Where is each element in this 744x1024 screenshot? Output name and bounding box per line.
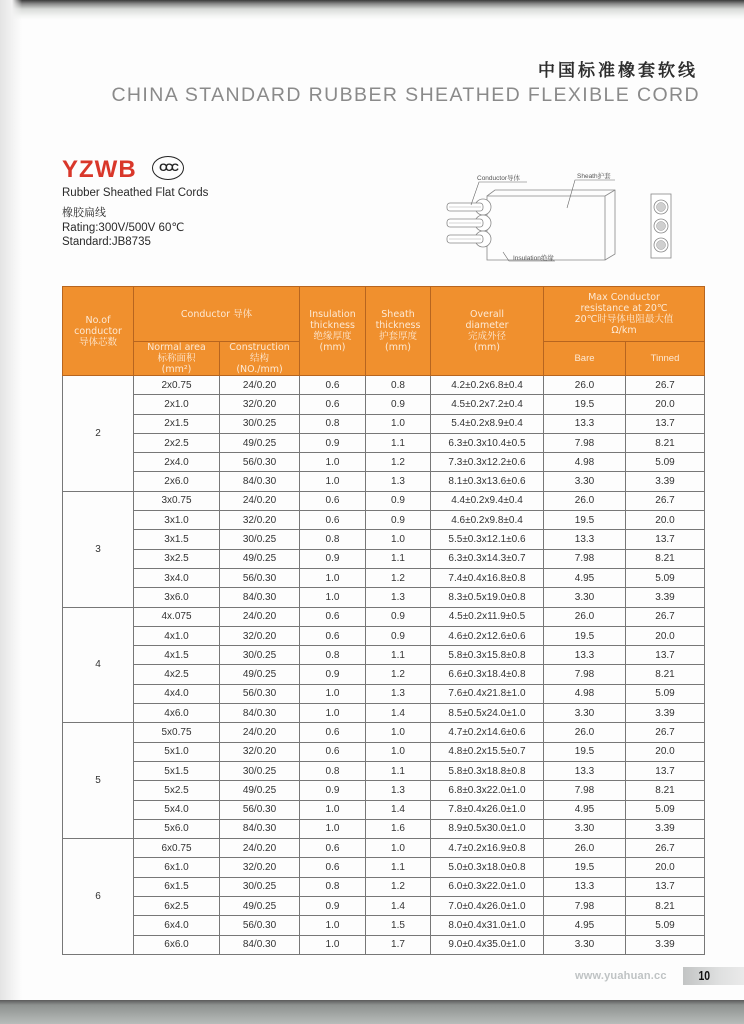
cell-resistance-tinned: 5.09	[626, 568, 705, 587]
cell-overall-diameter: 7.6±0.4x21.8±1.0	[431, 684, 544, 703]
cell-sheath-thickness: 1.7	[366, 935, 431, 954]
cell-normal-area: 6x6.0	[134, 935, 220, 954]
cell-overall-diameter: 4.7±0.2x16.9±0.8	[431, 839, 544, 858]
cell-normal-area: 5x0.75	[134, 723, 220, 742]
cell-sheath-thickness: 1.3	[366, 781, 431, 800]
cell-normal-area: 4x1.5	[134, 646, 220, 665]
table-row	[63, 858, 705, 877]
cell-resistance-tinned: 13.7	[626, 646, 705, 665]
cell-sheath-thickness: 1.0	[366, 839, 431, 858]
cell-resistance-tinned: 13.7	[626, 877, 705, 896]
cell-overall-diameter: 7.3±0.3x12.2±0.6	[431, 453, 544, 472]
cell-normal-area: 5x6.0	[134, 819, 220, 838]
product-name-cn: 橡胶扁线	[62, 206, 106, 219]
cell-resistance-bare: 26.0	[544, 723, 626, 742]
cell-normal-area: 5x2.5	[134, 781, 220, 800]
cell-resistance-tinned: 8.21	[626, 665, 705, 684]
scan-edge-bottom	[0, 1000, 744, 1024]
cell-normal-area: 6x1.0	[134, 858, 220, 877]
cell-insulation-thickness: 0.6	[300, 511, 366, 530]
cell-normal-area: 2x1.0	[134, 395, 220, 414]
sheath-label: Sheath护套	[577, 173, 611, 180]
cell-construction: 24/0.20	[220, 723, 300, 742]
cell-resistance-tinned: 13.7	[626, 761, 705, 780]
cell-overall-diameter: 6.6±0.3x18.4±0.8	[431, 665, 544, 684]
cell-overall-diameter: 8.1±0.3x13.6±0.6	[431, 472, 544, 491]
cell-resistance-bare: 19.5	[544, 395, 626, 414]
cell-insulation-thickness: 1.0	[300, 800, 366, 819]
cell-normal-area: 3x6.0	[134, 588, 220, 607]
cell-overall-diameter: 5.8±0.3x15.8±0.8	[431, 646, 544, 665]
cell-construction: 84/0.30	[220, 472, 300, 491]
cell-normal-area: 2x1.5	[134, 414, 220, 433]
cell-insulation-thickness: 0.6	[300, 626, 366, 645]
page-title-chinese: 中国标准橡套软线	[538, 61, 698, 81]
page-number: 10	[698, 968, 711, 983]
cell-insulation-thickness: 0.6	[300, 839, 366, 858]
cell-sheath-thickness: 1.1	[366, 858, 431, 877]
cell-normal-area: 3x4.0	[134, 568, 220, 587]
cell-resistance-bare: 3.30	[544, 819, 626, 838]
product-name-en: Rubber Sheathed Flat Cords	[62, 187, 209, 199]
cell-resistance-bare: 13.3	[544, 414, 626, 433]
cell-resistance-bare: 7.98	[544, 433, 626, 452]
table-row	[63, 607, 705, 626]
cell-overall-diameter: 6.3±0.3x10.4±0.5	[431, 433, 544, 452]
cell-normal-area: 2x0.75	[134, 376, 220, 395]
cell-construction: 84/0.30	[220, 704, 300, 723]
cell-sheath-thickness: 1.5	[366, 916, 431, 935]
table-body	[63, 376, 705, 955]
cell-resistance-tinned: 3.39	[626, 935, 705, 954]
cell-insulation-thickness: 0.6	[300, 395, 366, 414]
table-row	[63, 800, 705, 819]
cell-resistance-tinned: 3.39	[626, 588, 705, 607]
cell-insulation-thickness: 0.6	[300, 376, 366, 395]
cell-insulation-thickness: 0.9	[300, 433, 366, 452]
cell-insulation-thickness: 1.0	[300, 472, 366, 491]
cell-insulation-thickness: 0.8	[300, 414, 366, 433]
table-row	[63, 742, 705, 761]
cell-construction: 49/0.25	[220, 665, 300, 684]
cell-sheath-thickness: 0.9	[366, 491, 431, 510]
cell-overall-diameter: 6.8±0.3x22.0±1.0	[431, 781, 544, 800]
table-row	[63, 549, 705, 568]
cell-resistance-bare: 4.95	[544, 568, 626, 587]
table-row	[63, 530, 705, 549]
cell-overall-diameter: 8.5±0.5x24.0±1.0	[431, 704, 544, 723]
cell-sheath-thickness: 0.8	[366, 376, 431, 395]
cell-insulation-thickness: 0.6	[300, 742, 366, 761]
cell-resistance-tinned: 26.7	[626, 376, 705, 395]
cell-construction: 30/0.25	[220, 761, 300, 780]
cell-resistance-tinned: 3.39	[626, 704, 705, 723]
cell-sheath-thickness: 1.1	[366, 433, 431, 452]
cell-insulation-thickness: 0.9	[300, 549, 366, 568]
cell-normal-area: 6x4.0	[134, 916, 220, 935]
cell-resistance-tinned: 20.0	[626, 742, 705, 761]
product-standard: Standard:JB8735	[62, 236, 151, 248]
table-row	[63, 491, 705, 510]
cell-construction: 56/0.30	[220, 684, 300, 703]
cell-resistance-tinned: 26.7	[626, 839, 705, 858]
cell-insulation-thickness: 0.9	[300, 781, 366, 800]
cell-resistance-bare: 26.0	[544, 376, 626, 395]
cell-normal-area: 2x2.5	[134, 433, 220, 452]
cell-insulation-thickness: 1.0	[300, 704, 366, 723]
cell-resistance-bare: 4.95	[544, 800, 626, 819]
product-model: YZWB	[62, 156, 137, 183]
cell-insulation-thickness: 1.0	[300, 819, 366, 838]
cell-resistance-bare: 4.98	[544, 453, 626, 472]
cell-construction: 49/0.25	[220, 897, 300, 916]
cell-resistance-bare: 7.98	[544, 549, 626, 568]
cell-normal-area: 4x1.0	[134, 626, 220, 645]
cell-resistance-bare: 19.5	[544, 626, 626, 645]
cell-overall-diameter: 4.2±0.2x6.8±0.4	[431, 376, 544, 395]
cell-sheath-thickness: 0.9	[366, 511, 431, 530]
cell-resistance-bare: 7.98	[544, 781, 626, 800]
cell-insulation-thickness: 0.6	[300, 491, 366, 510]
table-row	[63, 704, 705, 723]
cell-sheath-thickness: 0.9	[366, 395, 431, 414]
cell-resistance-bare: 7.98	[544, 665, 626, 684]
table-row	[63, 839, 705, 858]
cell-resistance-tinned: 13.7	[626, 530, 705, 549]
cell-sheath-thickness: 1.3	[366, 684, 431, 703]
cell-resistance-tinned: 5.09	[626, 916, 705, 935]
cell-resistance-bare: 4.98	[544, 684, 626, 703]
cell-sheath-thickness: 1.4	[366, 704, 431, 723]
cell-resistance-tinned: 20.0	[626, 626, 705, 645]
cell-resistance-tinned: 26.7	[626, 723, 705, 742]
cell-construction: 24/0.20	[220, 491, 300, 510]
cell-construction: 84/0.30	[220, 588, 300, 607]
cell-sheath-thickness: 1.1	[366, 549, 431, 568]
cell-insulation-thickness: 1.0	[300, 568, 366, 587]
table-row	[63, 376, 705, 395]
cell-construction: 56/0.30	[220, 453, 300, 472]
table-row	[63, 935, 705, 954]
table-row	[63, 646, 705, 665]
header-insulation-thickness: Insulation thickness 绝缘厚度 (mm)	[300, 287, 366, 376]
page-number-box	[683, 967, 744, 985]
cell-construction: 30/0.25	[220, 530, 300, 549]
cell-sheath-thickness: 1.4	[366, 800, 431, 819]
cell-construction: 24/0.20	[220, 839, 300, 858]
cell-normal-area: 3x0.75	[134, 491, 220, 510]
cell-overall-diameter: 5.8±0.3x18.8±0.8	[431, 761, 544, 780]
cell-insulation-thickness: 0.6	[300, 858, 366, 877]
conductor-label: Conductor导体	[477, 175, 520, 182]
cell-overall-diameter: 7.8±0.4x26.0±1.0	[431, 800, 544, 819]
cell-normal-area: 4x6.0	[134, 704, 220, 723]
table-row	[63, 511, 705, 530]
cell-conductor-count: 6	[63, 839, 134, 955]
cell-insulation-thickness: 0.6	[300, 607, 366, 626]
cell-resistance-bare: 13.3	[544, 646, 626, 665]
cell-insulation-thickness: 0.9	[300, 897, 366, 916]
table-row	[63, 781, 705, 800]
cell-overall-diameter: 5.4±0.2x8.9±0.4	[431, 414, 544, 433]
cell-overall-diameter: 5.5±0.3x12.1±0.6	[431, 530, 544, 549]
cell-sheath-thickness: 1.1	[366, 761, 431, 780]
cell-sheath-thickness: 1.0	[366, 530, 431, 549]
table-row	[63, 916, 705, 935]
cell-sheath-thickness: 1.4	[366, 897, 431, 916]
cell-overall-diameter: 6.0±0.3x22.0±1.0	[431, 877, 544, 896]
cell-insulation-thickness: 1.0	[300, 588, 366, 607]
cell-construction: 56/0.30	[220, 916, 300, 935]
cell-overall-diameter: 4.6±0.2x12.6±0.6	[431, 626, 544, 645]
table-row	[63, 588, 705, 607]
cell-resistance-tinned: 20.0	[626, 511, 705, 530]
cell-resistance-bare: 3.30	[544, 704, 626, 723]
cell-resistance-bare: 3.30	[544, 935, 626, 954]
cell-resistance-tinned: 5.09	[626, 453, 705, 472]
cell-normal-area: 3x1.0	[134, 511, 220, 530]
product-rating: Rating:300V/500V 60℃	[62, 222, 185, 234]
cell-sheath-thickness: 1.2	[366, 665, 431, 684]
table-row	[63, 684, 705, 703]
cell-insulation-thickness: 0.9	[300, 665, 366, 684]
table-row	[63, 877, 705, 896]
cell-resistance-bare: 19.5	[544, 742, 626, 761]
cell-overall-diameter: 8.3±0.5x19.0±0.8	[431, 588, 544, 607]
cell-normal-area: 3x1.5	[134, 530, 220, 549]
cell-normal-area: 6x0.75	[134, 839, 220, 858]
table-row	[63, 568, 705, 587]
cell-construction: 24/0.20	[220, 376, 300, 395]
cell-insulation-thickness: 1.0	[300, 916, 366, 935]
header-bare: Bare	[544, 342, 626, 376]
cell-normal-area: 3x2.5	[134, 549, 220, 568]
cell-resistance-bare: 19.5	[544, 511, 626, 530]
cell-sheath-thickness: 1.3	[366, 588, 431, 607]
cell-overall-diameter: 4.5±0.2x7.2±0.4	[431, 395, 544, 414]
cell-insulation-thickness: 0.6	[300, 723, 366, 742]
cell-overall-diameter: 7.4±0.4x16.8±0.8	[431, 568, 544, 587]
cell-normal-area: 6x2.5	[134, 897, 220, 916]
cell-construction: 32/0.20	[220, 742, 300, 761]
header-conductor-group: Conductor 导体	[134, 287, 300, 342]
cell-overall-diameter: 4.7±0.2x14.6±0.6	[431, 723, 544, 742]
cell-construction: 24/0.20	[220, 607, 300, 626]
cell-construction: 84/0.30	[220, 819, 300, 838]
header-construction: Construction 结构 (NO./mm)	[220, 342, 300, 376]
cell-construction: 32/0.20	[220, 511, 300, 530]
cell-construction: 56/0.30	[220, 800, 300, 819]
table-row	[63, 472, 705, 491]
cell-overall-diameter: 6.3±0.3x14.3±0.7	[431, 549, 544, 568]
cell-resistance-bare: 3.30	[544, 588, 626, 607]
cell-sheath-thickness: 1.1	[366, 646, 431, 665]
cell-insulation-thickness: 1.0	[300, 453, 366, 472]
cell-sheath-thickness: 0.9	[366, 607, 431, 626]
header-normal-area: Normal area 标称面积 (mm²)	[134, 342, 220, 376]
cell-construction: 32/0.20	[220, 395, 300, 414]
cell-overall-diameter: 8.9±0.5x30.0±1.0	[431, 819, 544, 838]
cell-normal-area: 5x1.5	[134, 761, 220, 780]
table-row	[63, 453, 705, 472]
header-max-resistance: Max Conductor resistance at 20℃ 20℃时导体电阻最大值 Ω/km	[544, 287, 705, 342]
cell-resistance-tinned: 8.21	[626, 549, 705, 568]
cell-construction: 30/0.25	[220, 646, 300, 665]
cell-overall-diameter: 4.6±0.2x9.8±0.4	[431, 511, 544, 530]
cable-diagram	[425, 168, 705, 268]
cell-sheath-thickness: 1.2	[366, 877, 431, 896]
cell-resistance-tinned: 8.21	[626, 433, 705, 452]
cell-sheath-thickness: 1.0	[366, 742, 431, 761]
cell-construction: 30/0.25	[220, 877, 300, 896]
header-sheath-thickness: Sheath thickness 护套厚度 (mm)	[366, 287, 431, 376]
scan-edge-top	[0, 0, 744, 20]
cell-normal-area: 6x1.5	[134, 877, 220, 896]
cell-normal-area: 4x.075	[134, 607, 220, 626]
footer-website: www.yuahuan.cc	[575, 970, 667, 982]
cell-insulation-thickness: 0.8	[300, 530, 366, 549]
cell-conductor-count: 2	[63, 376, 134, 492]
cell-sheath-thickness: 1.6	[366, 819, 431, 838]
cell-sheath-thickness: 1.0	[366, 414, 431, 433]
cell-resistance-bare: 26.0	[544, 839, 626, 858]
cell-insulation-thickness: 0.8	[300, 761, 366, 780]
cell-sheath-thickness: 1.2	[366, 453, 431, 472]
table-row	[63, 761, 705, 780]
cell-normal-area: 2x6.0	[134, 472, 220, 491]
cell-resistance-bare: 26.0	[544, 491, 626, 510]
scan-edge-left	[0, 0, 22, 1024]
header-tinned: Tinned	[626, 342, 705, 376]
cell-normal-area: 2x4.0	[134, 453, 220, 472]
cell-overall-diameter: 4.4±0.2x9.4±0.4	[431, 491, 544, 510]
cell-overall-diameter: 8.0±0.4x31.0±1.0	[431, 916, 544, 935]
cell-construction: 84/0.30	[220, 935, 300, 954]
cell-resistance-bare: 13.3	[544, 877, 626, 896]
table-row	[63, 723, 705, 742]
cell-resistance-tinned: 20.0	[626, 395, 705, 414]
page-title-english: CHINA STANDARD RUBBER SHEATHED FLEXIBLE CORD	[111, 84, 700, 106]
cell-resistance-tinned: 26.7	[626, 607, 705, 626]
cell-resistance-tinned: 8.21	[626, 897, 705, 916]
cell-resistance-tinned: 5.09	[626, 684, 705, 703]
cell-insulation-thickness: 1.0	[300, 935, 366, 954]
cell-overall-diameter: 4.5±0.2x11.9±0.5	[431, 607, 544, 626]
cell-insulation-thickness: 0.8	[300, 646, 366, 665]
table-row	[63, 819, 705, 838]
cell-construction: 49/0.25	[220, 433, 300, 452]
cell-sheath-thickness: 1.3	[366, 472, 431, 491]
cell-sheath-thickness: 1.0	[366, 723, 431, 742]
cell-normal-area: 5x4.0	[134, 800, 220, 819]
cell-resistance-tinned: 3.39	[626, 472, 705, 491]
cell-construction: 30/0.25	[220, 414, 300, 433]
cell-construction: 49/0.25	[220, 549, 300, 568]
insulation-label: Insulation绝缘	[513, 255, 554, 262]
table-row	[63, 395, 705, 414]
cell-construction: 32/0.20	[220, 626, 300, 645]
cell-sheath-thickness: 0.9	[366, 626, 431, 645]
cell-resistance-bare: 13.3	[544, 530, 626, 549]
cell-resistance-bare: 3.30	[544, 472, 626, 491]
cell-normal-area: 4x4.0	[134, 684, 220, 703]
cell-resistance-tinned: 26.7	[626, 491, 705, 510]
cell-construction: 32/0.20	[220, 858, 300, 877]
cable-structure-icon	[425, 168, 705, 268]
cell-resistance-tinned: 5.09	[626, 800, 705, 819]
cell-overall-diameter: 5.0±0.3x18.0±0.8	[431, 858, 544, 877]
table-row	[63, 665, 705, 684]
cell-resistance-tinned: 3.39	[626, 819, 705, 838]
cell-resistance-bare: 4.95	[544, 916, 626, 935]
cell-normal-area: 4x2.5	[134, 665, 220, 684]
cell-overall-diameter: 4.8±0.2x15.5±0.7	[431, 742, 544, 761]
cell-insulation-thickness: 0.8	[300, 877, 366, 896]
header-overall-diameter: Overall diameter 完成外径 (mm)	[431, 287, 544, 376]
table-row	[63, 414, 705, 433]
cell-construction: 49/0.25	[220, 781, 300, 800]
cell-normal-area: 5x1.0	[134, 742, 220, 761]
cell-conductor-count: 5	[63, 723, 134, 839]
cell-overall-diameter: 7.0±0.4x26.0±1.0	[431, 897, 544, 916]
cell-resistance-bare: 26.0	[544, 607, 626, 626]
cell-sheath-thickness: 1.2	[366, 568, 431, 587]
cell-construction: 56/0.30	[220, 568, 300, 587]
table-row	[63, 626, 705, 645]
cell-resistance-bare: 7.98	[544, 897, 626, 916]
cell-resistance-tinned: 13.7	[626, 414, 705, 433]
cell-overall-diameter: 9.0±0.4x35.0±1.0	[431, 935, 544, 954]
cell-resistance-bare: 13.3	[544, 761, 626, 780]
table-row	[63, 897, 705, 916]
cell-resistance-tinned: 8.21	[626, 781, 705, 800]
header-no-of-conductor: No.of conductor 导体芯数	[63, 287, 134, 376]
cell-insulation-thickness: 1.0	[300, 684, 366, 703]
ccc-certification-icon: CCC	[152, 156, 184, 180]
table-row	[63, 433, 705, 452]
cell-conductor-count: 4	[63, 607, 134, 723]
cell-resistance-tinned: 20.0	[626, 858, 705, 877]
cell-resistance-bare: 19.5	[544, 858, 626, 877]
specification-table	[62, 286, 705, 955]
cell-conductor-count: 3	[63, 491, 134, 607]
